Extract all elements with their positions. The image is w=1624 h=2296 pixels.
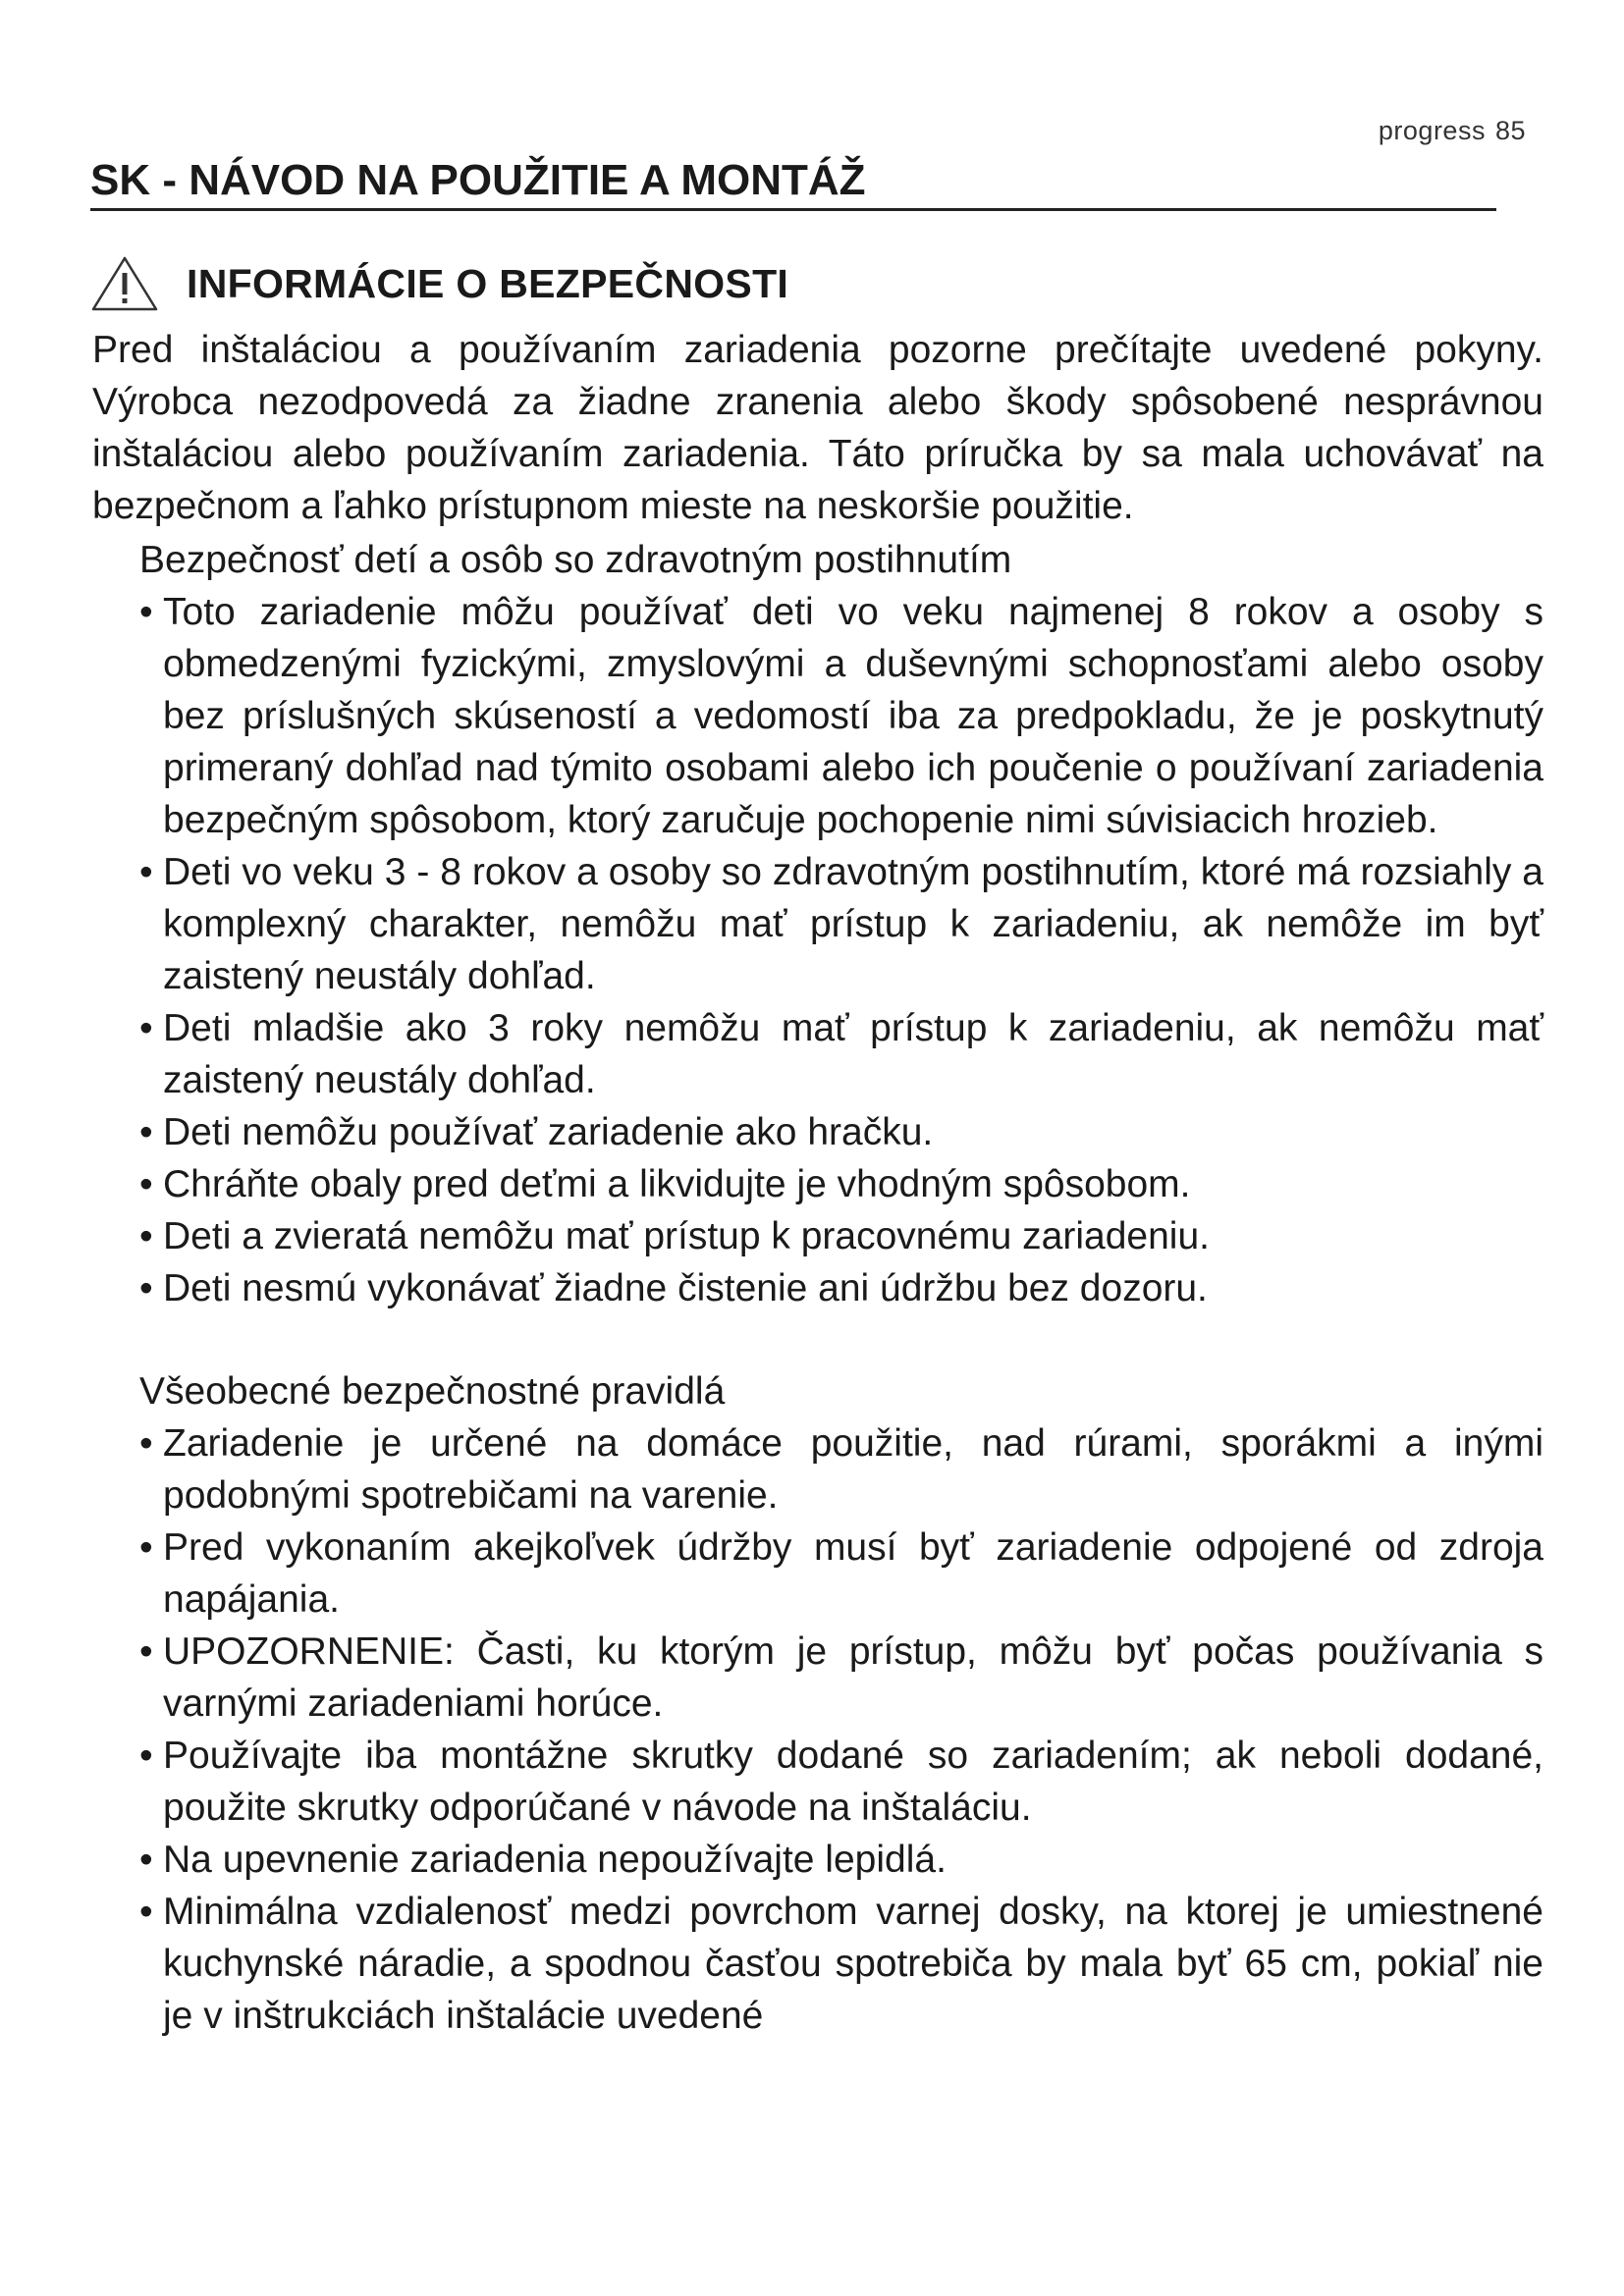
bullet-icon: •: [139, 1891, 153, 1933]
brand-name: progress: [1378, 116, 1486, 145]
section-heading: INFORMÁCIE O BEZPEČNOSTI: [187, 260, 789, 306]
bullet-icon: •: [139, 851, 153, 893]
bullet-icon: •: [139, 1111, 153, 1153]
list-item: • Deti vo veku 3 - 8 rokov a osoby so zdravotným postihnutím, ktoré má rozsiahly a komplexný charakter, nemôžu mať prístup k zariadeniu, ak nemôže im byť zaistený neustály dohľad.: [139, 846, 1543, 1002]
bullet-icon: •: [139, 1422, 153, 1465]
list-item: • Deti mladšie ako 3 roky nemôžu mať prístup k zariadeniu, ak nemôžu mať zaistený neustály dohľad.: [139, 1002, 1543, 1106]
list-item: • Deti nemôžu používať zariadenie ako hračku.: [139, 1106, 1543, 1158]
intro-paragraph: Pred inštaláciou a používaním zariadenia pozorne prečítajte uvedené pokyny. Výrobca nezodpovedá za žiadne zranenia alebo škody spôsobené nesprávnou inštaláciou alebo používaním zariadenia. Táto príručka by sa mala uchovávať na bezpečnom a ľahko prístupnom mieste na neskoršie použitie.: [92, 329, 1543, 527]
list-item: • Na upevnenie zariadenia nepoužívajte lepidlá.: [139, 1834, 1543, 1886]
general-rules-heading: Všeobecné bezpečnostné pravidlá: [139, 1370, 726, 1413]
bullet-icon: •: [139, 1163, 153, 1205]
list-item: • UPOZORNENIE: Časti, ku ktorým je prístup, môžu byť počas používania s varnými zariadeniami horúce.: [139, 1626, 1543, 1730]
warning-triangle-icon: [90, 255, 159, 312]
list-item: • Chráňte obaly pred deťmi a likvidujte je vhodným spôsobom.: [139, 1158, 1543, 1210]
list-item: • Používajte iba montážne skrutky dodané so zariadením; ak neboli dodané, použite skrutky odporúčané v návode na inštaláciu.: [139, 1730, 1543, 1834]
list-item: • Minimálna vzdialenosť medzi povrchom varnej dosky, na ktorej je umiestnené kuchynské náradie, a spodnou časťou spotrebiča by mala byť 65 cm, pokiaľ nie je v inštrukciách inštalácie uvedené: [139, 1886, 1543, 2042]
section-body: [92, 324, 1543, 2042]
list-item: • Zariadenie je určené na domáce použitie, nad rúrami, sporákmi a inými podobnými spotrebičami na varenie.: [139, 1417, 1543, 1522]
bullet-icon: •: [139, 1267, 153, 1309]
children-safety-list: [139, 586, 1543, 1314]
bullet-icon: •: [139, 1839, 153, 1881]
bullet-icon: •: [139, 1526, 153, 1569]
list-item: • Deti nesmú vykonávať žiadne čistenie ani údržbu bez dozoru.: [139, 1262, 1543, 1314]
bullet-icon: •: [139, 1007, 153, 1049]
children-safety-heading: Bezpečnosť detí a osôb so zdravotným postihnutím: [139, 539, 1012, 581]
bullet-icon: •: [139, 1735, 153, 1777]
bullet-icon: •: [139, 1215, 153, 1257]
page-number: 85: [1494, 116, 1526, 145]
list-item: • Toto zariadenie môžu používať deti vo veku najmenej 8 rokov a osoby s obmedzenými fyzickými, zmyslovými a duševnými schopnosťami alebo osoby bez príslušných skúseností a vedomostí iba za predpokladu, že je poskytnutý primeraný dohľad nad týmito osobami alebo ich poučenie o používaní zariadenia bezpečným spôsobom, ktorý zaručuje pochopenie nimi súvisiacich hrozieb.: [139, 586, 1543, 846]
safety-section-header: [90, 253, 788, 314]
running-head: [1379, 116, 1526, 146]
list-item: • Deti a zvieratá nemôžu mať prístup k pracovnému zariadeniu.: [139, 1210, 1543, 1262]
bullet-icon: •: [139, 1630, 153, 1673]
bullet-icon: •: [139, 591, 153, 633]
list-item: • Pred vykonaním akejkoľvek údržby musí byť zariadenie odpojené od zdroja napájania.: [139, 1522, 1543, 1626]
general-rules-list: [139, 1417, 1543, 2042]
document-title: SK - NÁVOD NA POUŽITIE A MONTÁŽ: [90, 155, 1496, 211]
